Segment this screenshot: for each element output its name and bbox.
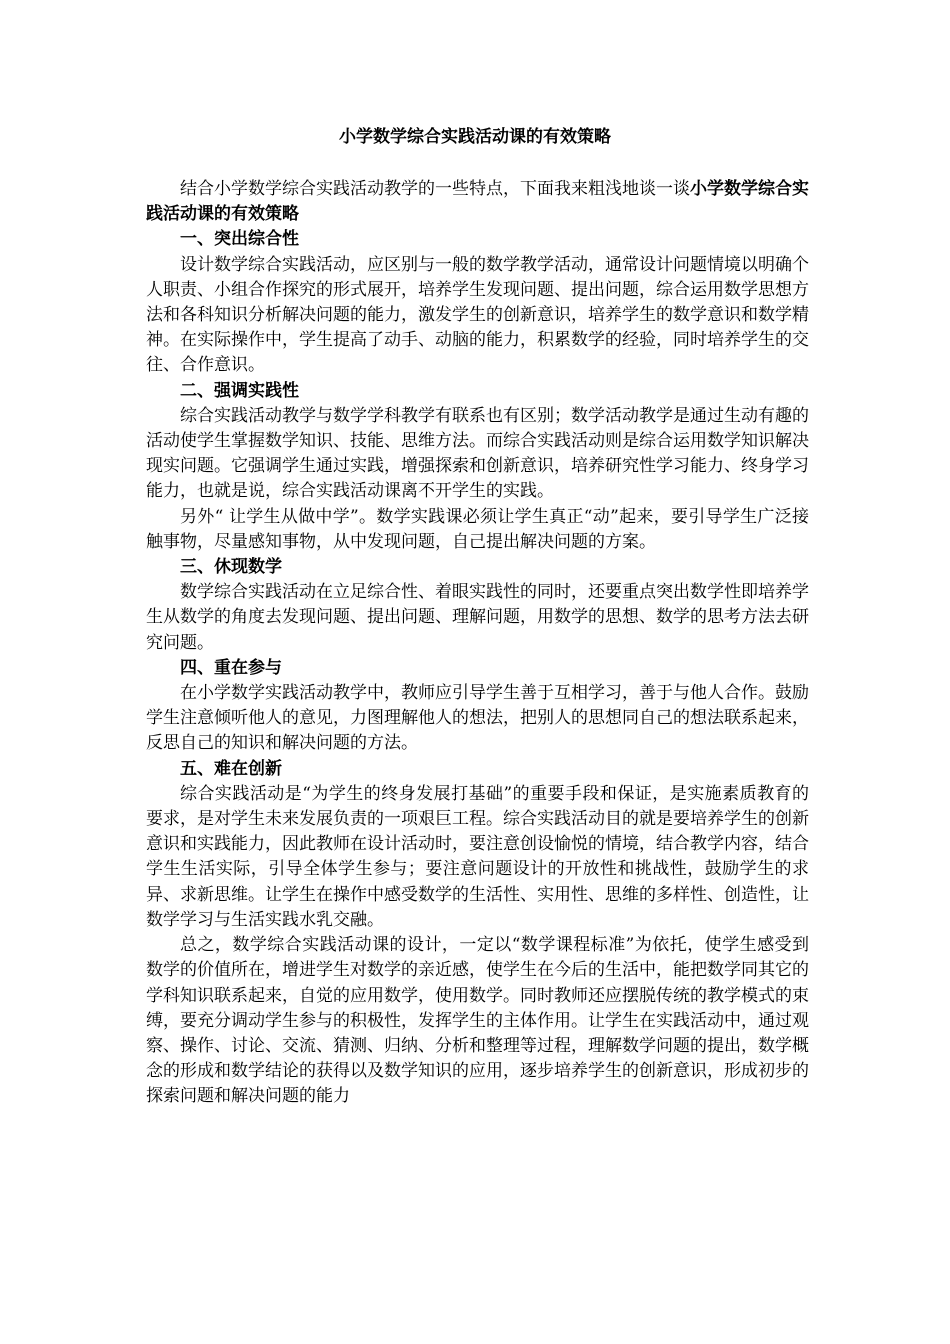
section-paragraph: 总之，数学综合实践活动课的设计，一定以“数学课程标准”为依托，使学生感受到数学的价值所在，增进学生对数学的亲近感，使学生在今后的生活中，能把数学同其它的学科知识联系起来，自觉的应用数学，使用数学。同时教师还应摆脱传统的教学模式的束缚，要充分调动学生参与的积极性，发挥学生的主体作用。让学生在实践活动中，通过观察、操作、讨论、交流、猜测、归纳、分析和整理等过程，理解数学问题的提出，数学概念的形成和数学结论的获得以及数学知识的应用，逐步培养学生的创新意识，形成初步的探索问题和解决问题的能力 [146, 935, 809, 1107]
document-title: 小学数学综合实践活动课的有效策略 [339, 127, 611, 147]
section-heading: 一、突出综合性 [180, 229, 299, 250]
intro-text: 结合小学数学综合实践活动教学的一些特点，下面我来粗浅地谈一谈 [180, 179, 690, 199]
section-heading: 四、重在参与 [180, 657, 282, 678]
section-paragraph: 综合实践活动是“为学生的终身发展打基础”的重要手段和保证，是实施素质教育的要求，是对学生未来发展负责的一项艰巨工程。综合实践活动目的就是要培养学生的创新意识和实践能力，因此教师在设计活动时，要注意创设愉悦的情境，结合教学内容，结合学生生活实际，引导全体学生参与；要注意问题设计的开放性和挑战性，鼓励学生的求异、求新思维。让学生在操作中感受数学的生活性、实用性、思维的多样性、创造性，让数学学习与生活实践水乳交融。 [146, 783, 809, 930]
intro-paragraph [146, 177, 809, 227]
section-paragraph: 数学综合实践活动在立足综合性、着眼实践性的同时，还要重点突出数学性即培养学生从数学的角度去发现问题、提出问题、理解问题，用数学的思想、数学的思考方法去研究问题。 [146, 582, 809, 653]
section-paragraph: 在小学数学实践活动教学中，教师应引导学生善于互相学习，善于与他人合作。鼓励学生注意倾听他人的意见，力图理解他人的想法，把别人的思想同自己的想法联系起来，反思自己的知识和解决问题的方法。 [146, 683, 809, 754]
section-heading: 五、难在创新 [180, 758, 282, 779]
intro-bold-text: 小学数学综合实践活动课的有效策略 [146, 179, 809, 225]
document-body [146, 177, 809, 1110]
section-paragraph: 设计数学综合实践活动，应区别与一般的数学教学活动，通常设计问题情境以明确个人职责、小组合作探究的形式展开，培养学生发现问题、提出问题，综合运用数学思想方法和各科知识分析解决问题的能力，激发学生的创新意识，培养学生的数学意识和数学精神。在实际操作中，学生提高了动手、动脑的能力，积累数学的经验，同时培养学生的交往、合作意识。 [146, 254, 809, 376]
section-paragraph: 综合实践活动教学与数学学科教学有联系也有区别；数学活动教学是通过生动有趣的活动使学生掌握数学知识、技能、思维方法。而综合实践活动则是综合运用数学知识解决现实问题。它强调学生通过实践，增强探索和创新意识，培养研究性学习能力、终身学习能力，也就是说，综合实践活动课离不开学生的实践。 [146, 405, 809, 502]
section-paragraph: 另外“ 让学生从做中学”。数学实践课必须让学生真正“动”起来，要引导学生广泛接触事物，尽量感知事物，从中发现问题，自己提出解决问题的方案。 [146, 506, 809, 552]
section-heading: 三、休现数学 [180, 557, 282, 578]
section-heading: 二、强调实践性 [180, 380, 299, 401]
